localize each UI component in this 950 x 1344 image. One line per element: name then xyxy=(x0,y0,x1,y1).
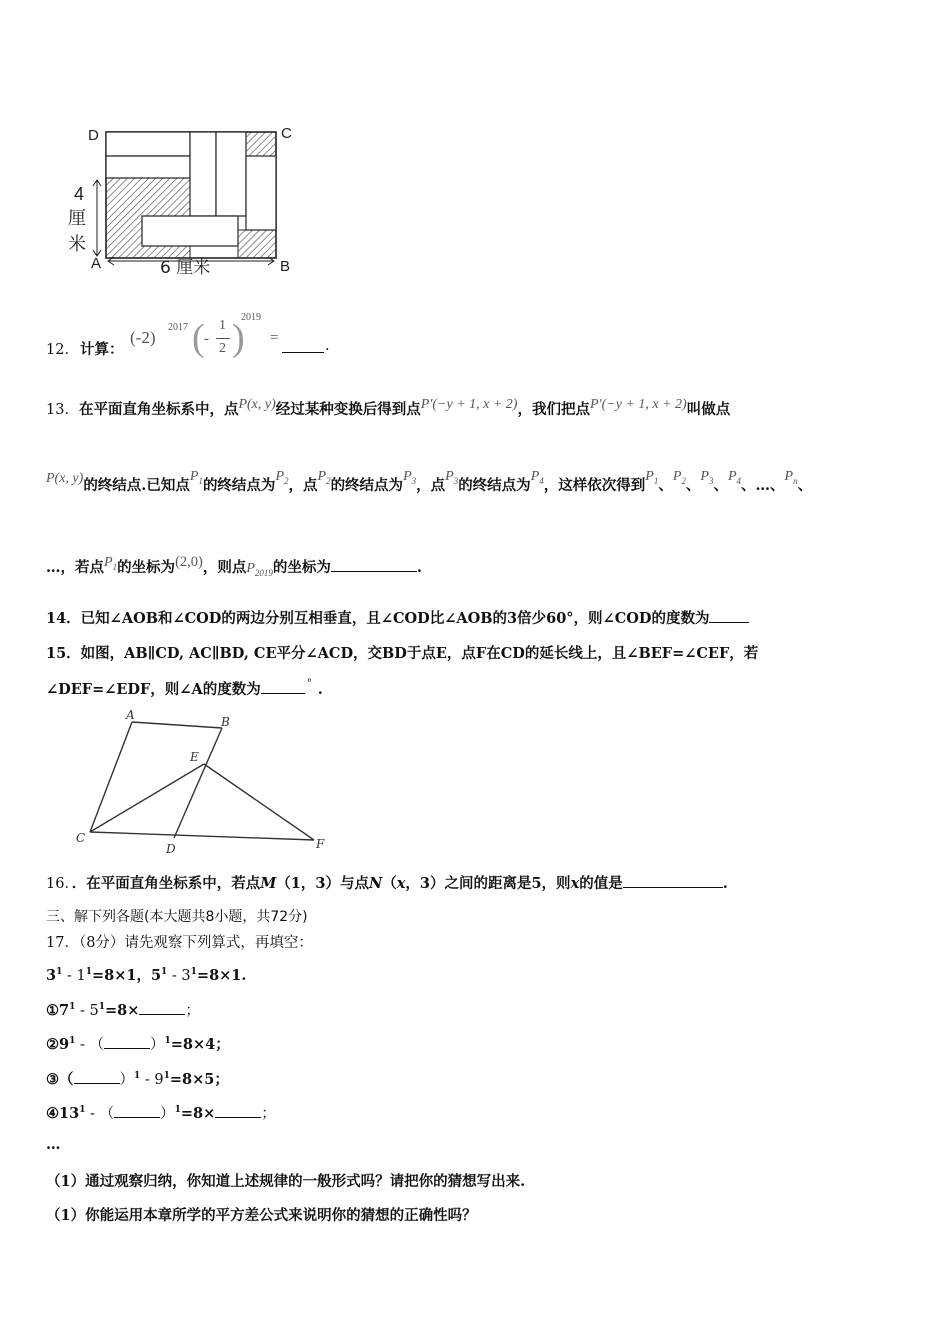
q13-num: 13． xyxy=(46,402,79,418)
q16-blank xyxy=(623,875,723,888)
q13-text-c: ，我们把点 xyxy=(517,401,590,418)
q13-P2-b: $P_2$ xyxy=(317,469,331,486)
q12-paren-left: ( xyxy=(192,317,205,359)
q13-l2-f: 的终结点为 xyxy=(458,477,531,494)
q15-degree: ° xyxy=(306,678,312,689)
q13-l3-d: 的坐标为 xyxy=(272,559,331,576)
q13-seq-P4: $P_4$ xyxy=(727,469,741,486)
q17-eq2-blank xyxy=(104,1036,150,1049)
label-A: A xyxy=(91,255,102,272)
q13-l2-d: 的终结点为 xyxy=(330,477,404,494)
segment-CF xyxy=(90,832,314,840)
parallelogram-figure xyxy=(72,708,342,858)
q17-eq4-blank1 xyxy=(114,1105,160,1118)
q15-line2: ∠DEF=∠EDF，则∠A的度数为 ° . xyxy=(46,678,323,698)
q16: 16．．在平面直角坐标系中，若点M（1，3）与点N（x，3）之间的距离是5，则x的值是 . xyxy=(46,875,728,892)
q13-P3-b: $P_3$ xyxy=(445,469,459,486)
segment-BD xyxy=(174,728,222,838)
fig2-label-D: D xyxy=(166,842,176,856)
fig2-label-C: C xyxy=(76,831,86,845)
label-D: D xyxy=(88,127,99,144)
q13-point-Pprime-2: P′(−y + 1, x + 2) xyxy=(589,397,687,412)
q13-P1: $P_1$ xyxy=(189,469,203,486)
q17-eq3-blank xyxy=(74,1071,120,1084)
q12-exp1: 2017 xyxy=(168,322,188,333)
q13-text-b: 经过某种变换后得到点 xyxy=(275,401,421,418)
inner-rect-bottom xyxy=(142,216,238,246)
q13-l3-P2019: $P_{2019}$ xyxy=(246,561,273,578)
q13-l3-c: ，则点 xyxy=(202,559,247,576)
label-height-unit-2: 米 xyxy=(68,234,86,255)
q13-line3: …，若点$P_1$的坐标为(2,0)，则点$P_{2019}$的坐标为 . xyxy=(46,554,422,578)
q17-eq1-blank xyxy=(139,1002,185,1015)
q13-point-P: P(x, y) xyxy=(238,397,276,412)
q13-l3-P1: $P_1$ xyxy=(104,555,118,572)
q15-blank xyxy=(261,681,305,694)
q13-l2-g: ，这样依次得到 xyxy=(543,477,646,494)
fig2-label-A: A xyxy=(126,708,135,722)
q13-l3-b: 的坐标为 xyxy=(117,559,176,576)
segment-CE xyxy=(90,764,204,832)
q12-frac-num: 1 xyxy=(219,318,226,333)
q12-prefix: 计算： xyxy=(80,341,124,358)
q14-blank xyxy=(709,610,749,623)
q17-eq3: ③（ ）$^1 - 9^1=8\times 5$； xyxy=(46,1071,229,1088)
label-B: B xyxy=(280,258,291,275)
q13-seq-Pn: $P_n$ xyxy=(784,469,798,486)
q17-part2: （1）你能运用本章所学的平方差公式来说明你的猜想的正确性吗？ xyxy=(46,1207,477,1224)
q13-P4: $P_4$ xyxy=(530,469,544,486)
q14 xyxy=(46,607,749,628)
q17-eq4-blank2 xyxy=(215,1105,261,1118)
q12-eq: = xyxy=(270,330,279,346)
label-height-unit-1: 厘 xyxy=(68,208,86,229)
q13-point-P-2: P(x, y) xyxy=(46,471,84,486)
q12-end: . xyxy=(325,338,330,354)
q17-eq4: $④13^1$ - （ ）$^1$=8× ； xyxy=(46,1105,276,1122)
fig2-label-E: E xyxy=(190,750,199,764)
segment-AC xyxy=(90,722,132,832)
q17-eq0: $3^1 - 1^1=8\times 1$，$5^1 - 3^1=8\times 1$. xyxy=(46,967,247,984)
shaded-region-top-right xyxy=(246,132,276,156)
inner-rect-vertical-2 xyxy=(216,132,246,216)
q12-blank xyxy=(282,338,324,353)
q14-text: 14．已知∠AOB和∠COD的两边分别互相垂直，且∠COD比∠AOB的3倍少60°，则∠COD的度数为 xyxy=(46,610,710,627)
section-3-title: 三、解下列各题(本大题共8小题，共72分) xyxy=(46,909,308,925)
q17-dots: … xyxy=(46,1136,61,1153)
q13-P2: $P_2$ xyxy=(275,469,289,486)
segment-EF xyxy=(204,764,314,840)
q17-part1: （1）通过观察归纳，你知道上述规律的一般形式吗？请把你的猜想写出来. xyxy=(46,1173,526,1190)
q12-base: (-2) xyxy=(130,328,156,347)
q13-line2: P(x, y)的终结点.已知点$P_1$的终结点为$P_2$，点$P_2$的终结点为$P_3$，点$P_3$的终结点为$P_4$，这样依次得到$P_1$、$P_2$、$P_3$、$P_4$、…、$P_n$、 xyxy=(46,469,813,494)
segment-AB xyxy=(132,722,222,728)
q17-eq2: $②9^1$ - （ ）$^1$=8×4； xyxy=(46,1036,230,1053)
q12-num: 12． xyxy=(46,342,79,358)
q12-frac-bar xyxy=(216,338,230,339)
label-width: 6 厘米 xyxy=(160,258,211,278)
q13-l2-e: ，点 xyxy=(416,477,446,494)
q13-seq-P1: $P_1$ xyxy=(645,469,659,486)
q13-l2-a: 的终结点.已知点 xyxy=(83,477,190,494)
q13-point-Pprime: P′(−y + 1, x + 2) xyxy=(420,397,518,412)
q13-coord: (2,0) xyxy=(175,554,203,570)
q13-l2-b: 的终结点为 xyxy=(202,477,276,494)
inner-rect-vertical-1 xyxy=(190,132,216,216)
inner-rect-right xyxy=(246,156,276,230)
label-C: C xyxy=(281,125,292,142)
q12-frac-den: 2 xyxy=(219,341,226,356)
q13-seq-P2: $P_2$ xyxy=(672,469,686,486)
q13-l3-a: …，若点 xyxy=(46,559,104,576)
q13-blank xyxy=(331,559,417,572)
q12-paren-right: ) xyxy=(232,317,245,359)
q12-minus: - xyxy=(204,331,209,347)
q13-text-a: 在平面直角坐标系中，点 xyxy=(78,401,239,418)
q17-head: 17．（8分）请先观察下列算式，再填空： xyxy=(46,935,313,951)
q13-P3: $P_3$ xyxy=(403,469,417,486)
inner-rect-top xyxy=(106,132,190,156)
fig2-label-F: F xyxy=(316,837,325,851)
q12-exp2: 2019 xyxy=(241,312,261,323)
q13-text-d: 叫做点 xyxy=(686,401,731,418)
q13-seq-P3: $P_3$ xyxy=(700,469,714,486)
inner-rect-top2 xyxy=(106,156,190,178)
q13-l2-c: ，点 xyxy=(288,477,318,494)
shaded-region-bottom-right xyxy=(238,230,276,258)
q13-line1 xyxy=(46,398,730,419)
label-height-num: 4 xyxy=(74,184,85,204)
q15-line1: 15．如图，AB∥CD, AC∥BD, CE平分∠ACD，交BD于点E，点F在CD的延长线上，且∠BEF=∠CEF，若 xyxy=(46,645,759,662)
fig2-label-B: B xyxy=(221,715,230,729)
rectangle-figure xyxy=(60,118,310,283)
q17-eq1: $①7^1 - 5^1=8\times$ ； xyxy=(46,1002,200,1019)
